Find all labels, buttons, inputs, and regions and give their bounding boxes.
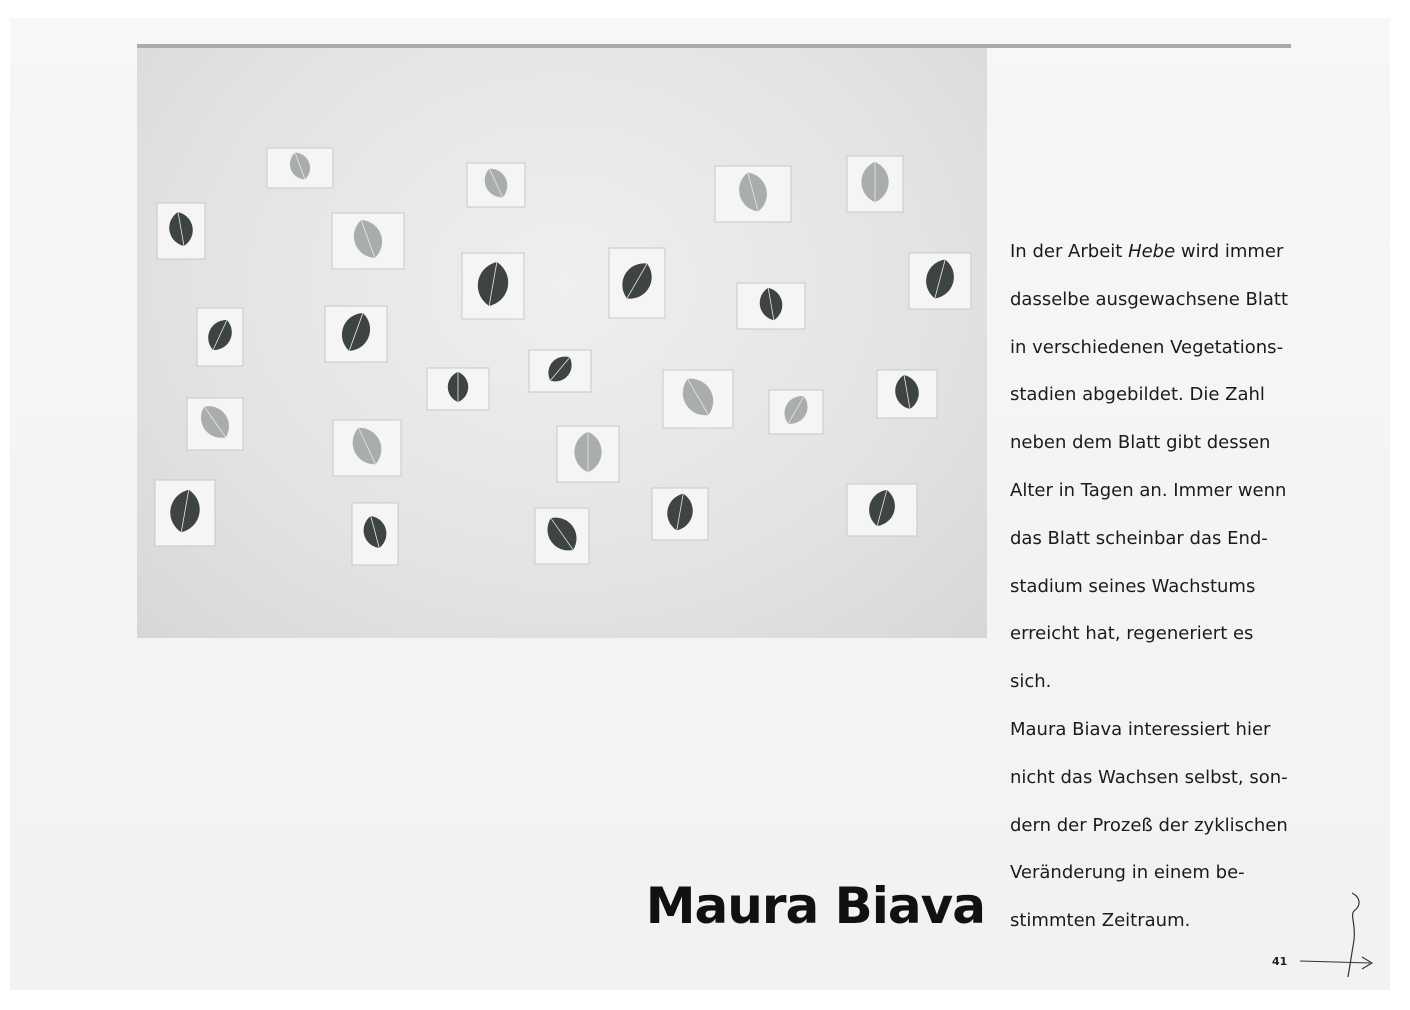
text-line: das Blatt scheinbar das End- — [1010, 527, 1268, 549]
leaf-print — [332, 213, 404, 269]
text-line: erreicht hat, regeneriert es — [1010, 623, 1254, 645]
leaf-print — [157, 203, 205, 259]
leaf-print — [529, 350, 591, 392]
pen-mark-icon — [1290, 885, 1380, 985]
text-line: in verschiedenen Vegetations- — [1010, 336, 1284, 358]
text-line: dasselbe ausgewachsene Blatt — [1010, 288, 1289, 310]
body-text — [1010, 228, 1310, 945]
leaf-print — [609, 248, 665, 318]
leaf-print — [652, 488, 708, 540]
text-line: stadien abgebildet. Die Zahl — [1010, 384, 1265, 406]
leaf-print — [847, 484, 917, 536]
text-line: Alter in Tagen an. Immer wenn — [1010, 479, 1287, 501]
leaf-print — [352, 503, 398, 565]
leaf-print — [663, 370, 733, 428]
leaf-print — [267, 148, 333, 188]
leaf-print — [909, 253, 971, 309]
leaf-print — [847, 156, 903, 212]
leaf-print — [187, 398, 243, 450]
leaf-print — [557, 426, 619, 482]
text-line: neben dem Blatt gibt dessen — [1010, 432, 1271, 454]
leaf-print — [462, 253, 524, 319]
leaf-print — [155, 480, 215, 546]
text-line: In der Arbeit Hebe wird immer — [1010, 241, 1284, 262]
leaf-print — [325, 306, 387, 362]
leaf-print — [535, 508, 589, 564]
text-line: nicht das Wachsen selbst, son- — [1010, 766, 1288, 788]
work-title: Hebe — [1128, 241, 1176, 262]
leaf-wall-illustration — [137, 48, 987, 638]
text-line: sich. — [1010, 671, 1052, 693]
leaf-print — [467, 163, 525, 207]
leaf-print — [333, 420, 401, 476]
text-line: Veränderung in einem be- — [1010, 862, 1245, 884]
text-line: dern der Prozeß der zyklischen — [1010, 814, 1288, 836]
leaf-print — [715, 166, 791, 222]
artist-name-heading: Maura Biava — [645, 877, 985, 935]
text-line: Maura Biava interessiert hier — [1010, 718, 1271, 740]
exhibition-photo — [137, 48, 987, 638]
text-line: stadium seines Wachstums — [1010, 575, 1256, 597]
leaf-print — [769, 390, 823, 434]
leaf-print — [427, 368, 489, 410]
leaf-print — [877, 370, 937, 418]
text-line: stimmten Zeitraum. — [1010, 910, 1191, 932]
page-number: 41 — [1272, 955, 1288, 968]
leaf-print — [197, 308, 243, 366]
leaf-print — [737, 283, 805, 329]
